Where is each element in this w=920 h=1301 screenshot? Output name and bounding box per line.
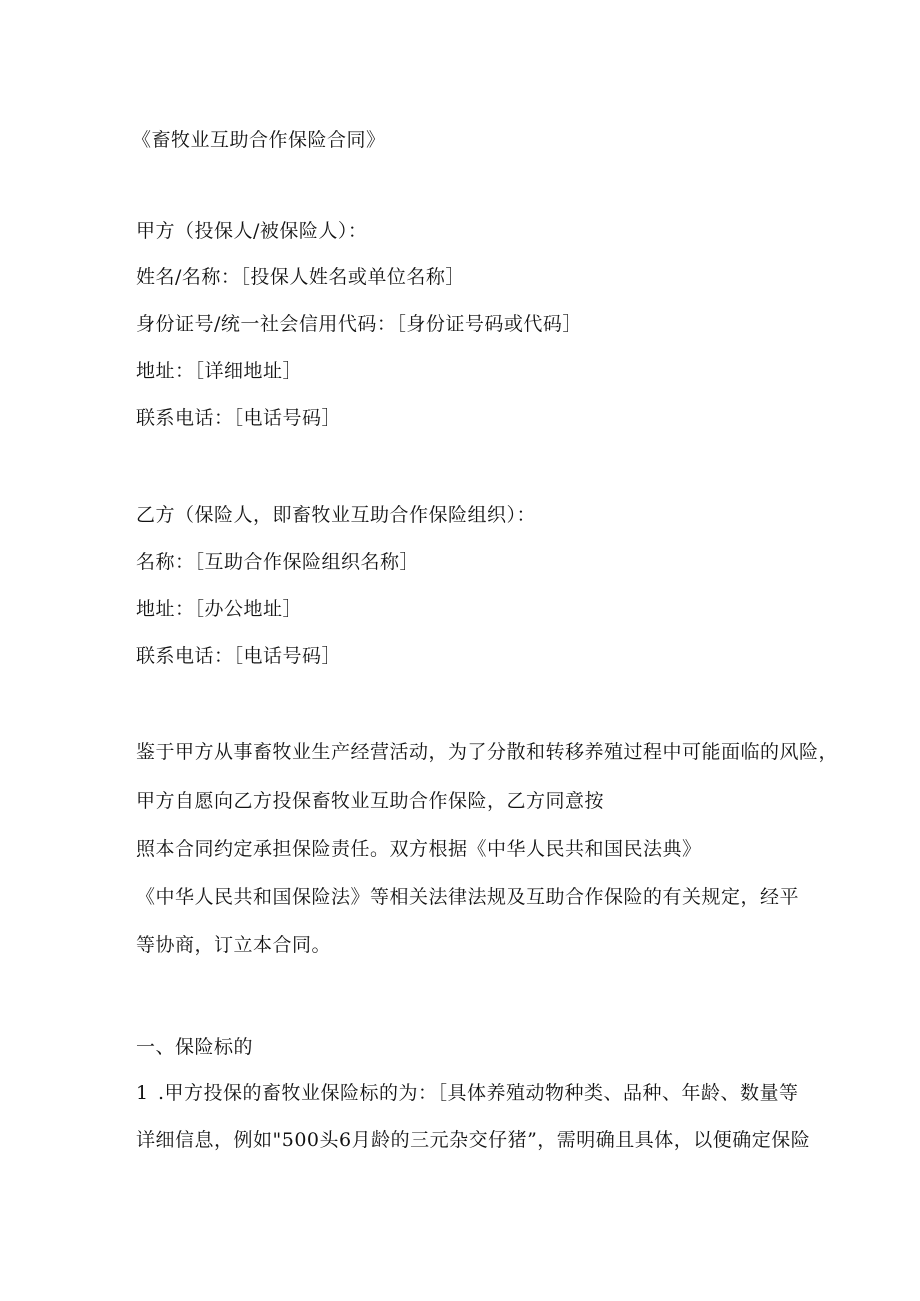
section-1-item-1-line-1 (136, 1080, 799, 1106)
party-b-phone: 联系电话：［电话号码］ (136, 645, 342, 667)
preamble-line-5: 等协商，订立本合同。 (136, 934, 332, 956)
party-b-name: 名称：［互助合作保险组织名称］ (136, 551, 420, 573)
party-a-address: 地址：［详细地址］ (136, 360, 303, 382)
section-1-heading: 一、保险标的 (136, 1036, 254, 1058)
party-a-name: 姓名/名称：［投保人姓名或单位名称］ (136, 266, 465, 288)
party-a-heading: 甲方（投保人/被保险人）： (136, 220, 368, 242)
section-1-item-1-line-2: 详细信息，例如"500头6月龄的三元杂交仔猪”，需明确且具体，以便确定保险 (136, 1129, 811, 1151)
item-number: 1 (136, 1082, 149, 1104)
document-title: 《畜牧业互助合作保险合同》 (132, 129, 386, 151)
item-text: .甲方投保的畜牧业保险标的为：［具体养殖动物种类、品种、年龄、数量等 (158, 1082, 799, 1104)
preamble-line-4: 《中华人民共和国保险法》等相关法律法规及互助合作保险的有关规定，经平 (136, 886, 800, 908)
party-a-id: 身份证号/统一社会信用代码：［身份证号码或代码］ (136, 313, 582, 335)
preamble-line-3: 照本合同约定承担保险责任。双方根据《中华人民共和国民法典》 (136, 838, 702, 860)
preamble-line-2: 甲方自愿向乙方投保畜牧业互助合作保险，乙方同意按 (136, 790, 605, 812)
party-a-phone: 联系电话：［电话号码］ (136, 407, 342, 429)
preamble-line-1: 鉴于甲方从事畜牧业生产经营活动，为了分散和转移养殖过程中可能面临的风险， (136, 741, 839, 763)
party-b-address: 地址：［办公地址］ (136, 598, 303, 620)
party-b-heading: 乙方（保险人，即畜牧业互助合作保险组织）： (136, 504, 537, 526)
